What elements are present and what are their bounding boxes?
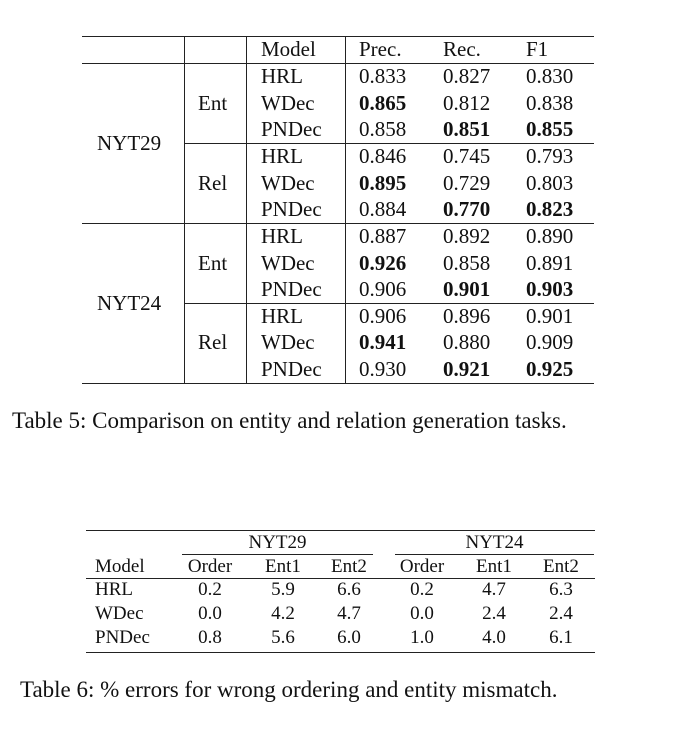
t6-cell: 1.0 [410, 627, 434, 648]
t6-cell: 0.2 [410, 579, 434, 600]
t5-cell-prec-best: 0.941 [359, 330, 407, 354]
t5-task-label: Ent [198, 91, 228, 115]
t6-group-nyt29: NYT29 [248, 532, 307, 553]
t5-cell-f1-best: 0.903 [526, 277, 574, 301]
t5-cell-model: WDec [261, 91, 315, 115]
t6-cell: 5.9 [271, 579, 295, 600]
t6-cell: 0.0 [198, 603, 222, 624]
t6-header-order: Order [187, 556, 233, 577]
t6-header-model: Model [95, 556, 145, 577]
t6-cell: 5.6 [271, 627, 295, 648]
t6-cell: 4.7 [337, 603, 361, 624]
t5-cell-model: WDec [261, 171, 315, 195]
t5-cell-f1-best: 0.855 [526, 117, 574, 141]
t5-cell-model: WDec [261, 251, 315, 275]
t5-cell-model: PNDec [261, 277, 322, 301]
t5-vrule-2 [246, 36, 247, 383]
t5-cell-f1-best: 0.925 [526, 357, 574, 381]
t5-header-model: Model [261, 37, 316, 61]
t5-cell-prec: 0.887 [359, 224, 407, 248]
t6-cell: 6.1 [549, 627, 573, 648]
t6-cell: 6.0 [337, 627, 361, 648]
t5-task-label: Rel [198, 330, 228, 354]
t6-header-ent2: Ent2 [331, 556, 367, 577]
t5-header-rule [82, 63, 594, 64]
t5-cell-rec-best: 0.921 [443, 357, 491, 381]
t5-cell-prec-best: 0.865 [359, 91, 407, 115]
t5-cell-rec: 0.827 [443, 64, 491, 88]
t5-task-label: Rel [198, 171, 228, 195]
t6-cell: 4.2 [271, 603, 295, 624]
t6-cell: 6.6 [337, 579, 361, 600]
t5-cell-rec-best: 0.901 [443, 277, 491, 301]
t5-cell-model: PNDec [261, 197, 322, 221]
t6-cell: 4.0 [482, 627, 506, 648]
t5-dataset-nyt24: NYT24 [97, 291, 162, 315]
t5-cell-model: PNDec [261, 357, 322, 381]
t5-cell-prec: 0.884 [359, 197, 407, 221]
t5-header-prec: Prec. [359, 37, 402, 61]
t5-cell-rec: 0.858 [443, 251, 491, 275]
t5-task-label: Ent [198, 251, 228, 275]
t5-cell-f1: 0.830 [526, 64, 574, 88]
t5-cell-f1: 0.838 [526, 91, 574, 115]
t5-vrule-3 [345, 36, 346, 383]
t5-cell-prec: 0.930 [359, 357, 407, 381]
t5-cell-prec-best: 0.926 [359, 251, 407, 275]
t5-cell-rec: 0.745 [443, 144, 491, 168]
t5-bottom-rule [82, 383, 594, 384]
t6-header-ent1: Ent1 [265, 556, 301, 577]
t5-cell-prec-best: 0.895 [359, 171, 407, 195]
t5-cell-f1: 0.803 [526, 171, 574, 195]
t5-cell-model: WDec [261, 330, 315, 354]
t6-header-ent1: Ent1 [476, 556, 512, 577]
t6-cell: 2.4 [482, 603, 506, 624]
t6-cell: 6.3 [549, 579, 573, 600]
t5-cell-f1: 0.901 [526, 304, 574, 328]
t5-top-rule [82, 36, 594, 37]
t5-cell-rec: 0.896 [443, 304, 491, 328]
t5-cell-model: PNDec [261, 117, 322, 141]
t6-bottom-rule [86, 652, 595, 653]
t5-cell-rec-best: 0.851 [443, 117, 491, 141]
t6-cell: 0.8 [198, 627, 222, 648]
t6-header-order: Order [399, 556, 445, 577]
t5-cell-f1: 0.891 [526, 251, 574, 275]
t5-cell-rec: 0.812 [443, 91, 491, 115]
t5-cell-f1: 0.793 [526, 144, 574, 168]
t6-cell-model: PNDec [95, 627, 150, 648]
t6-cell: 0.2 [198, 579, 222, 600]
t5-dataset-nyt29: NYT29 [97, 131, 162, 155]
t5-cell-f1-best: 0.823 [526, 197, 574, 221]
table-6-caption: Table 6: % errors for wrong ordering and entity mismatch. [20, 677, 558, 702]
t5-cell-model: HRL [261, 144, 303, 168]
t5-cell-rec: 0.880 [443, 330, 491, 354]
t5-cell-model: HRL [261, 304, 303, 328]
t6-cell: 0.0 [410, 603, 434, 624]
t5-cell-f1: 0.909 [526, 330, 574, 354]
t5-header-f1: F1 [526, 37, 549, 61]
table-5-caption: Table 5: Comparison on entity and relation generation tasks. [12, 408, 567, 433]
t5-cell-prec: 0.858 [359, 117, 407, 141]
t6-cell-model: WDec [95, 603, 144, 624]
t5-vrule-1 [184, 36, 185, 383]
t5-cell-model: HRL [261, 224, 303, 248]
t6-cell-model: HRL [95, 579, 133, 600]
t5-cell-prec: 0.906 [359, 277, 407, 301]
t5-cell-rec: 0.729 [443, 171, 491, 195]
t5-cell-model: HRL [261, 64, 303, 88]
t6-header-ent2: Ent2 [543, 556, 579, 577]
t6-cell: 2.4 [549, 603, 573, 624]
t5-cell-prec: 0.906 [359, 304, 407, 328]
t5-cell-rec: 0.892 [443, 224, 491, 248]
t6-cell: 4.7 [482, 579, 506, 600]
t5-cell-f1: 0.890 [526, 224, 574, 248]
t5-cell-prec: 0.846 [359, 144, 407, 168]
t5-cell-prec: 0.833 [359, 64, 407, 88]
t5-cell-rec-best: 0.770 [443, 197, 491, 221]
t5-header-rec: Rec. [443, 37, 481, 61]
t6-group-nyt24: NYT24 [465, 532, 524, 553]
t5-rule-nyt24 [82, 223, 594, 224]
